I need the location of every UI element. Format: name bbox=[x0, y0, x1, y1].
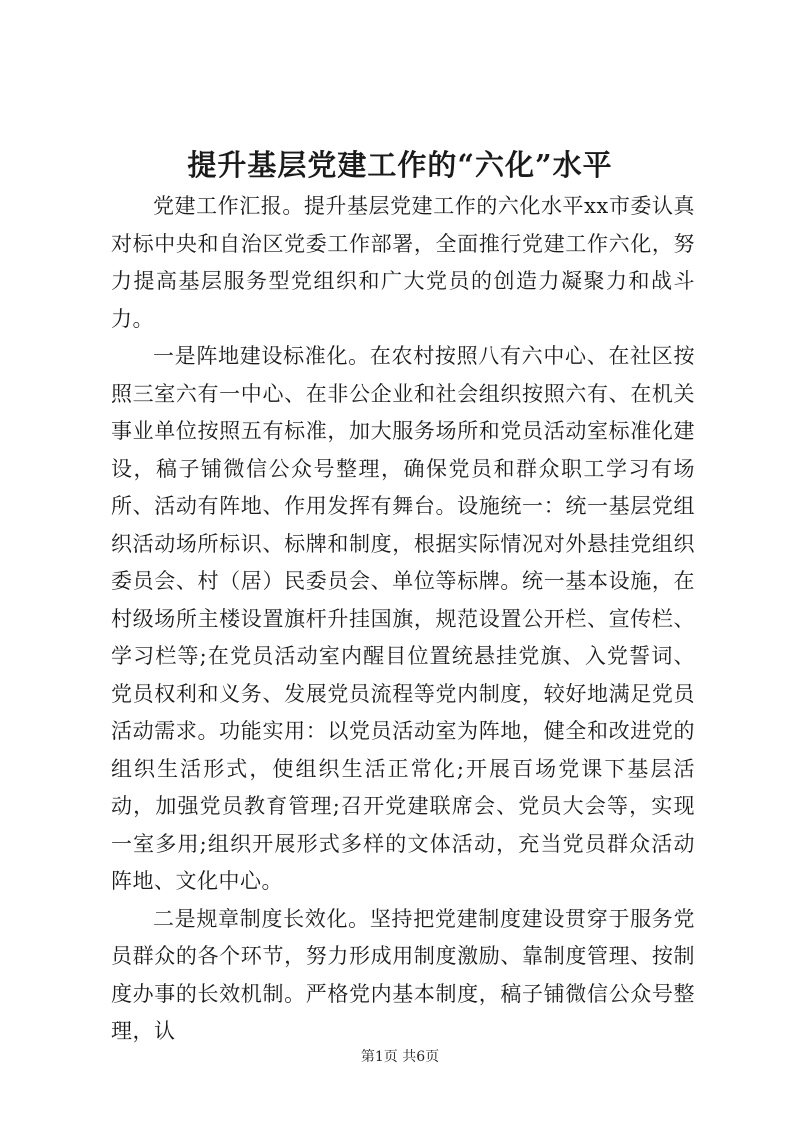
paragraph-regulations-longterm: 二是规章制度长效化。坚持把党建制度建设贯穿于服务党员群众的各个环节，努力形成用制度激励、靠制度管理、按制度办事的长效机制。严格党内基本制度，稿子铺微信公众号整理，认 bbox=[111, 906, 695, 1043]
document-body bbox=[111, 188, 695, 1051]
page-number-footer: 第1页 共6页 bbox=[360, 1049, 440, 1065]
paragraph-position-standardization: 一是阵地建设标准化。在农村按照八有六中心、在社区按照三室六有一中心、在非公企业和社会组织按照六有、在机关事业单位按照五有标准，加大服务场所和党员活动室标准化建设，稿子铺微信公众号整理，确保党员和群众职工学习有场所、活动有阵地、作用发挥有舞台。设施统一：统一基层党组织活动场所标识、标牌和制度，根据实际情况对外悬挂党组织委员会、村（居）民委员会、单位等标牌。统一基本设施，在村级场所主楼设置旗杆升挂国旗，规范设置公开栏、宣传栏、学习栏等;在党员活动室内醒目位置统悬挂党旗、入党誓词、党员权利和义务、发展党员流程等党内制度，较好地满足党员活动需求。功能实用：以党员活动室为阵地，健全和改进党的组织生活形式，使组织生活正常化;开展百场党课下基层活动，加强党员教育管理;召开党建联席会、党员大会等，实现一室多用;组织开展形式多样的文体活动，充当党员群众活动阵地、文化中心。 bbox=[111, 344, 695, 893]
paragraph-intro: 党建工作汇报。提升基层党建工作的六化水平xx市委认真对标中央和自治区党委工作部署，全面推行党建工作六化，努力提高基层服务型党组织和广大党员的创造力凝聚力和战斗力。 bbox=[111, 194, 695, 331]
document-title: 提升基层党建工作的“六化”水平 bbox=[187, 148, 613, 182]
